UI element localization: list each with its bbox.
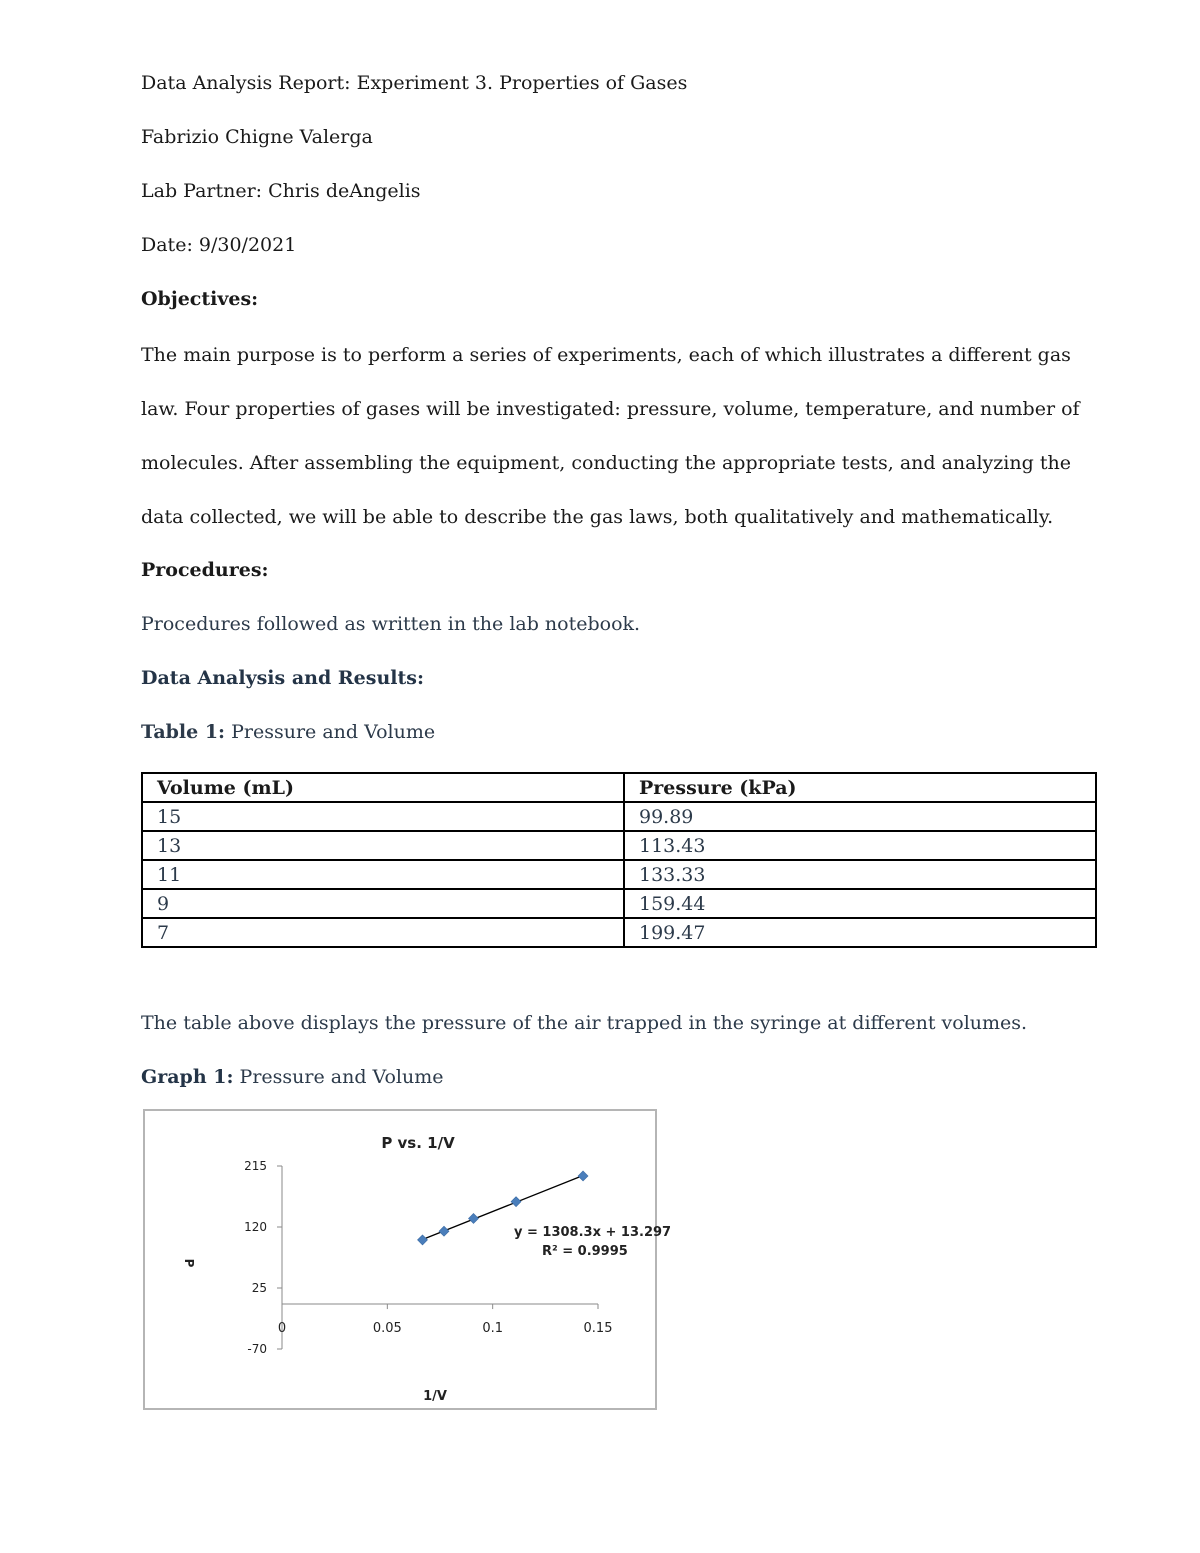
- table-cell: 133.33: [624, 860, 1096, 889]
- table-cell: 113.43: [624, 831, 1096, 860]
- procedures-heading: Procedures:: [141, 559, 269, 581]
- lab-partner: Lab Partner: Chris deAngelis: [141, 180, 421, 202]
- data-point: [511, 1197, 521, 1207]
- x-tick-label: 0.15: [583, 1321, 613, 1337]
- chart-title: P vs. 1/V: [381, 1134, 455, 1152]
- y-tick-label: 215: [244, 1159, 267, 1173]
- table-cell: 13: [142, 831, 624, 860]
- report-date: Date: 9/30/2021: [141, 234, 297, 256]
- r-squared-label: R² = 0.9995: [542, 1244, 628, 1259]
- trendline-equation: y = 1308.3x + 13.297: [514, 1225, 672, 1240]
- table-row: [142, 802, 1096, 831]
- table-caption: [141, 721, 435, 743]
- data-point: [468, 1213, 478, 1223]
- y-tick-label: 25: [251, 1281, 267, 1295]
- chart-frame: [143, 1109, 672, 1410]
- objectives-line: data collected, we will be able to describe the gas laws, both qualitatively and mathematically.: [141, 506, 1054, 528]
- x-tick-label: 0: [277, 1321, 287, 1337]
- table-caption-text: Pressure and Volume: [225, 721, 436, 743]
- objectives-line: molecules. After assembling the equipment, conducting the appropriate tests, and analyzing the: [141, 452, 1071, 474]
- procedures-text: Procedures followed as written in the lab notebook.: [141, 613, 641, 635]
- graph-caption: [141, 1066, 444, 1088]
- objectives-line: law. Four properties of gases will be investigated: pressure, volume, temperature, and number of: [141, 398, 1080, 420]
- table-cell: 11: [142, 860, 624, 889]
- table-row: [142, 831, 1096, 860]
- table-cell: 7: [142, 918, 624, 947]
- table-row: [142, 860, 1096, 889]
- table-cell: 199.47: [624, 918, 1096, 947]
- table-cell: 15: [142, 802, 624, 831]
- y-axis-label: P: [182, 1258, 196, 1268]
- table-caption-label: Table 1:: [141, 721, 226, 743]
- data-point: [439, 1226, 449, 1236]
- objectives-line: The main purpose is to perform a series of experiments, each of which illustrates a different gas: [141, 344, 1071, 366]
- objectives-heading: Objectives:: [141, 288, 259, 310]
- report-title: Data Analysis Report: Experiment 3. Properties of Gases: [141, 72, 688, 94]
- table-cell: 159.44: [624, 889, 1096, 918]
- pressure-volume-table: [141, 772, 1097, 948]
- pv-scatter-chart: [145, 1111, 672, 1408]
- x-tick-label: 0.05: [372, 1321, 402, 1337]
- graph-caption-text: Pressure and Volume: [233, 1066, 444, 1088]
- data-point: [418, 1235, 428, 1245]
- table-cell: 9: [142, 889, 624, 918]
- y-tick-label: -70: [247, 1342, 267, 1356]
- author-name: Fabrizio Chigne Valerga: [141, 126, 373, 148]
- table-header-row: [142, 773, 1096, 802]
- data-point: [578, 1171, 588, 1181]
- objectives-paragraph: [141, 342, 1080, 558]
- x-axis-label: 1/V: [423, 1389, 447, 1404]
- table-header-cell: Volume (mL): [142, 773, 624, 802]
- table-row: [142, 918, 1096, 947]
- y-tick-label: 120: [244, 1220, 267, 1234]
- results-heading: Data Analysis and Results:: [141, 667, 424, 689]
- x-tick-label: 0.1: [482, 1321, 504, 1337]
- table-row: [142, 889, 1096, 918]
- table-cell: 99.89: [624, 802, 1096, 831]
- graph-caption-label: Graph 1:: [141, 1066, 234, 1088]
- table-header-cell: Pressure (kPa): [624, 773, 1096, 802]
- table-note: The table above displays the pressure of the air trapped in the syringe at different volumes.: [141, 1012, 1028, 1034]
